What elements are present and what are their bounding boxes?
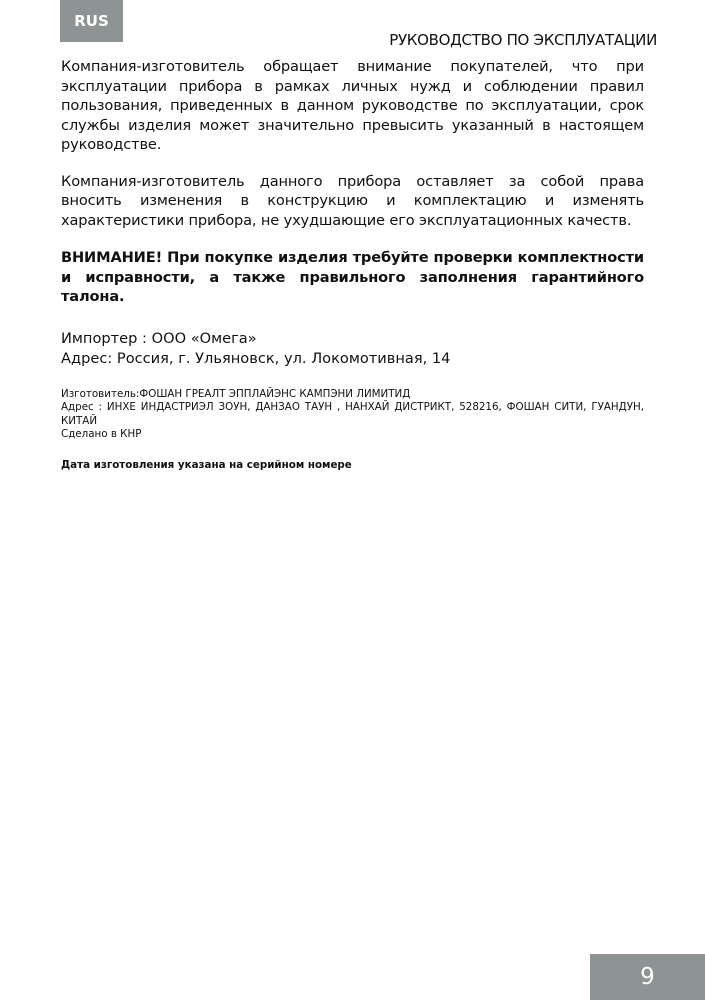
page-header-title: РУКОВОДСТВО ПО ЭКСПЛУАТАЦИИ — [389, 31, 657, 49]
modification-rights-paragraph: Компания-изготовитель данного прибора оставляет за собой права вносить изменения в конструкцию и комплектацию и изменять характеристики прибора, не ухудшающие его эксплуатационных качеств. — [61, 172, 644, 229]
importer-block — [61, 329, 644, 369]
purchase-warning: ВНИМАНИЕ! При покупке изделия требуйте проверки комплектности и исправности, а также правильного заполнения гарантийного талона. — [61, 249, 644, 305]
importer-address: Адрес: Россия, г. Ульяновск, ул. Локомотивная, 14 — [61, 349, 451, 367]
country-of-origin: Сделано в КНР — [61, 428, 142, 440]
language-tab: RUS — [60, 0, 123, 42]
manufacture-date-note: Дата изготовления указана на серийном номере — [61, 458, 352, 471]
page-number: 9 — [590, 954, 705, 1000]
manufacturer-name: Изготовитель:ФОШАН ГРЕАЛТ ЭППЛАЙЭНС КАМПЭНИ ЛИМИТИД — [61, 387, 411, 400]
page-content — [61, 57, 644, 472]
manufacturer-block — [61, 388, 644, 442]
service-life-paragraph: Компания-изготовитель обращает внимание покупателей, что при эксплуатации прибора в рамках личных нужд и соблюдении правил пользования, приведенных в данном руководстве по эксплуатации, срок службы изделия может значительно превысить указанный в настоящем руководстве. — [61, 58, 644, 153]
manufacturer-address: Адрес : ИНХЕ ИНДАСТРИЭЛ ЗОУН, ДАНЗАО ТАУН , НАНХАЙ ДИСТРИКТ, 528216, ФОШАН СИТИ, ГУАНДУН, КИТАЙ — [61, 401, 644, 427]
importer-name: Импортер : ООО «Омега» — [61, 329, 257, 347]
